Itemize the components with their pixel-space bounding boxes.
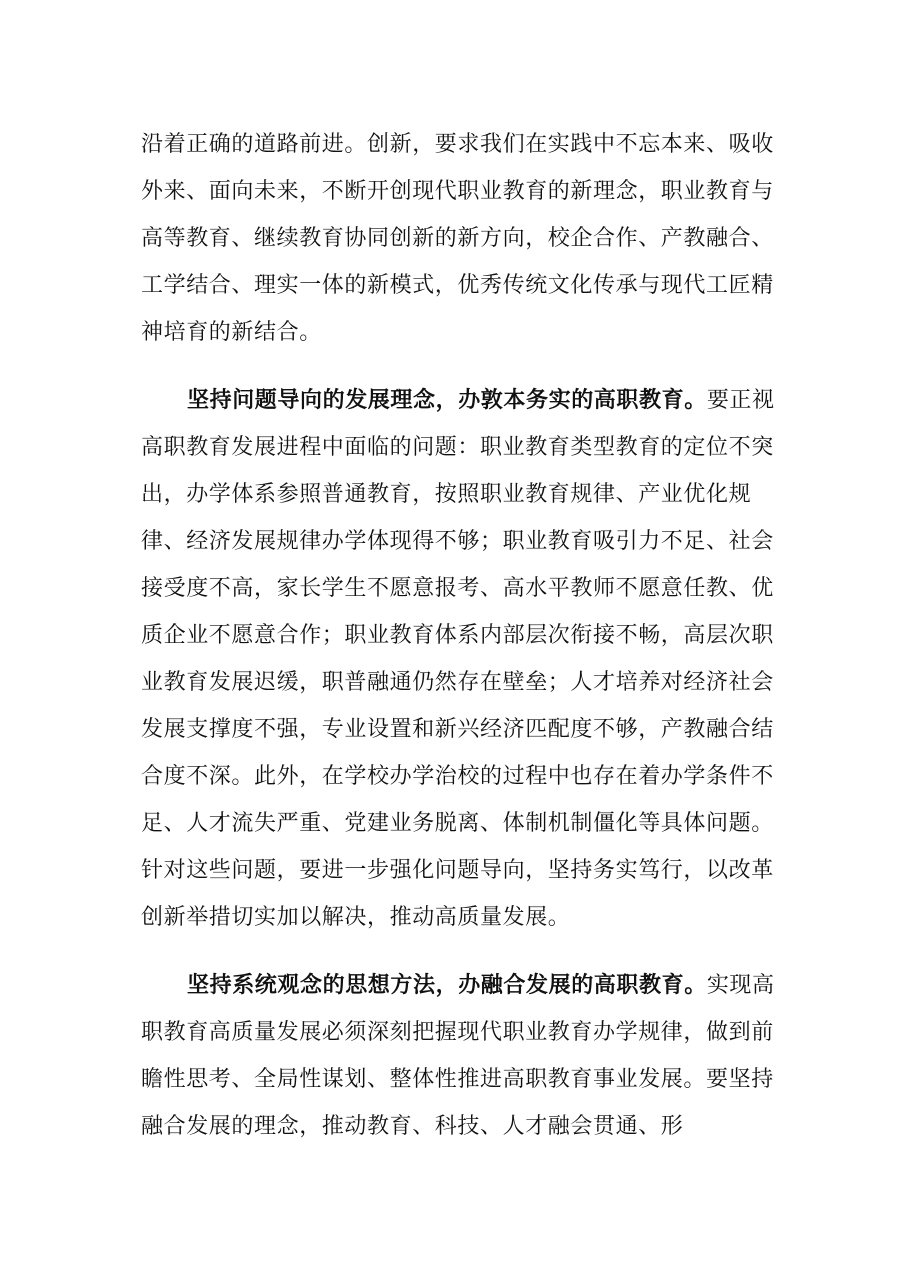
paragraph-problem-orientation xyxy=(141,377,781,941)
paragraph-text: 沿着正确的道路前进。创新，要求我们在实践中不忘本来、吸收外来、面向未来，不断开创现代职业教育的新理念，职业教育与高等教育、继续教育协同创新的新方向，校企合作、产教融合、工学结合、理实一体的新模式，优秀传统文化传承与现代工匠精神培育的新结合。 xyxy=(141,132,774,345)
document-body xyxy=(141,121,781,1150)
paragraph-text: 要正视高职教育发展进程中面临的问题：职业教育类型教育的定位不突出，办学体系参照普通教育，按照职业教育规律、产业优化规律、经济发展规律办学体现得不够；职业教育吸引力不足、社会接受度不高，家长学生不愿意报考、高水平教师不愿意任教、优质企业不愿意合作；职业教育体系内部层次衔接不畅，高层次职业教育发展迟缓，职普融通仍然存在壁垒；人才培养对经济社会发展支撑度不强，专业设置和新兴经济匹配度不够，产教融合结合度不深。此外，在学校办学治校的过程中也存在着办学条件不足、人才流失严重、党建业务脱离、体制机制僵化等具体问题。针对这些问题，要进一步强化问题导向，坚持务实笃行，以改革创新举措切实加以解决，推动高质量发展。 xyxy=(141,388,775,930)
paragraph-lead-heading: 坚持问题导向的发展理念，办敦本务实的高职教育。 xyxy=(187,388,707,413)
paragraph-continuation xyxy=(141,121,781,356)
paragraph-text: 实现高职教育高质量发展必须深刻把握现代职业教育办学规律，做到前瞻性思考、全局性谋划、整体性推进高职教育事业发展。要坚持融合发展的理念，推动教育、科技、人才融会贯通、形 xyxy=(141,973,775,1139)
paragraph-lead-heading: 坚持系统观念的思想方法，办融合发展的高职教育。 xyxy=(187,973,707,998)
paragraph-system-concept xyxy=(141,962,781,1150)
